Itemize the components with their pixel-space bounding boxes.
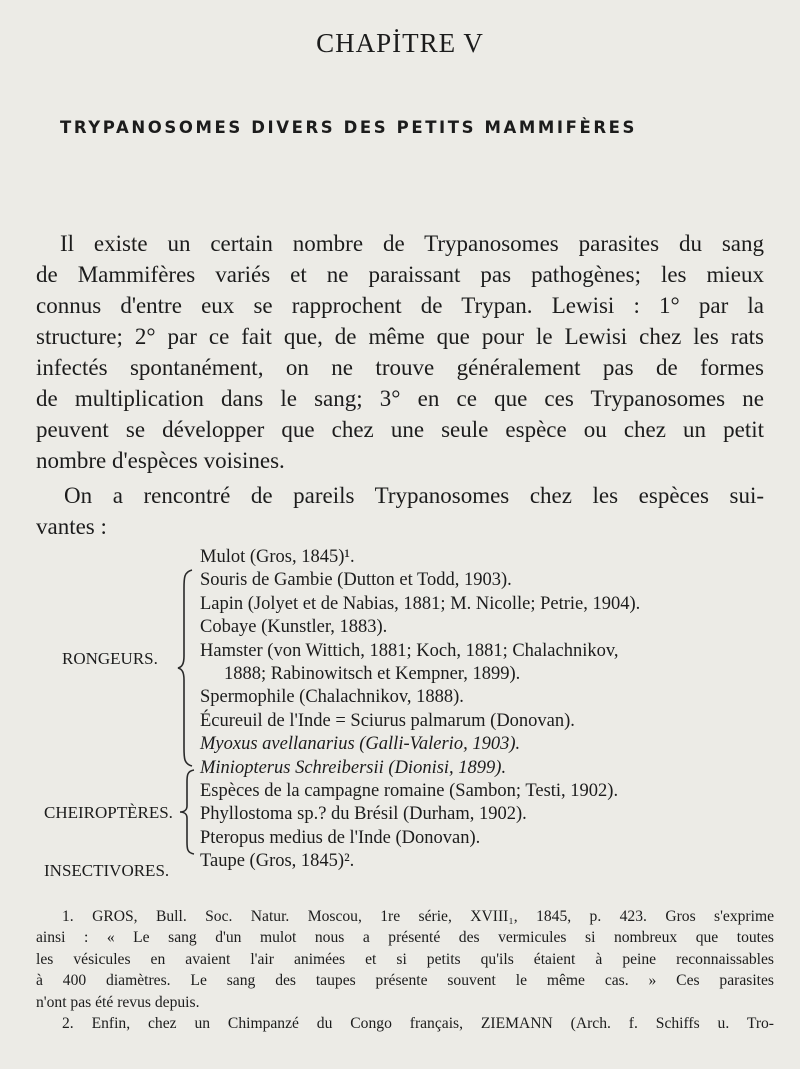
- list-item: 1888; Rabinowitsch et Kempner, 1899).: [224, 663, 521, 684]
- list-item: Myoxus avellanarius (Galli-Valerio, 1903).: [200, 734, 521, 755]
- paragraph-line: vantes :: [36, 514, 107, 539]
- list-item: Cobaye (Kunstler, 1883).: [200, 617, 388, 638]
- list-item: Souris de Gambie (Dutton et Todd, 1903).: [200, 570, 512, 591]
- group-label-rongeurs: RONGEURS.: [62, 649, 158, 668]
- group-label-cheiropteres: CHEIROPTÈRES.: [44, 803, 173, 822]
- group-label-insectivores: INSECTIVORES.: [44, 861, 170, 880]
- paragraph-line: infectés spontanément, on ne trouve généralement pas de formes: [36, 355, 764, 380]
- footnote-line: les vésicules en avaient l'air animées et si petits qu'ils étaient à peine reconnaissables: [36, 950, 774, 968]
- list-item: Miniopterus Schreibersii (Dionisi, 1899).: [200, 757, 507, 778]
- footnote-line: n'ont pas été revus depuis.: [36, 993, 200, 1011]
- paragraph-line: connus d'entre eux se rapprochent de Trypan. Lewisi : 1° par la: [36, 293, 764, 318]
- paragraph-line: de multiplication dans le sang; 3° en ce que ces Trypanosomes ne: [36, 386, 764, 411]
- list-item: Spermophile (Chalachnikov, 1888).: [200, 687, 464, 708]
- rongeurs-brace-icon: [176, 568, 196, 768]
- footnote-line: 2. Enfin, chez un Chimpanzé du Congo français, ZIEMANN (Arch. f. Schiffs u. Tro-: [62, 1014, 774, 1032]
- paragraph-line: peuvent se développer que chez une seule espèce ou chez un petit: [36, 417, 764, 442]
- species-intro-paragraph: [36, 480, 764, 542]
- footnotes: [36, 906, 774, 1034]
- list-item: Mulot (Gros, 1845)¹.: [200, 547, 355, 567]
- intro-paragraph: [36, 228, 764, 476]
- paragraph-line: structure; 2° par ce fait que, de même que pour le Lewisi chez les rats: [36, 324, 764, 349]
- species-list: [200, 546, 770, 873]
- list-item: Taupe (Gros, 1845)².: [200, 851, 355, 872]
- list-item: Phyllostoma sp.? du Brésil (Durham, 1902).: [200, 804, 527, 825]
- paragraph-line: Il existe un certain nombre de Trypanosomes parasites du sang: [60, 231, 764, 256]
- list-item: Lapin (Jolyet et de Nabias, 1881; M. Nicolle; Petrie, 1904).: [200, 593, 641, 614]
- footnote-line: 1. GROS, Bull. Soc. Natur. Moscou, 1re série, XVIII₁, 1845, p. 423. Gros s'exprime: [62, 908, 774, 925]
- paragraph-line: On a rencontré de pareils Trypanosomes chez les espèces sui-: [64, 483, 764, 508]
- chapter-heading: CHAPİTRE V: [316, 28, 484, 58]
- list-item: Pteropus medius de l'Inde (Donovan).: [200, 827, 481, 848]
- chapter-title: TRYPANOSOMES DIVERS DES PETITS MAMMIFÈRES: [60, 118, 638, 137]
- cheiropteres-brace-icon: [178, 768, 198, 856]
- footnote-line: à 400 diamètres. Le sang des taupes présente souvent le même cas. » Ces parasites: [36, 972, 774, 990]
- paragraph-line: nombre d'espèces voisines.: [36, 448, 285, 473]
- list-item: Espèces de la campagne romaine (Sambon; Testi, 1902).: [200, 780, 619, 801]
- list-item: Écureuil de l'Inde = Sciurus palmarum (Donovan).: [200, 710, 575, 731]
- paragraph-line: de Mammifères variés et ne paraissant pas pathogènes; les mieux: [36, 262, 764, 287]
- footnote-line: ainsi : « Le sang d'un mulot nous a présenté des vermicules si nombreux que toutes: [36, 929, 774, 947]
- list-item: Hamster (von Wittich, 1881; Koch, 1881; Chalachnikov,: [200, 640, 619, 661]
